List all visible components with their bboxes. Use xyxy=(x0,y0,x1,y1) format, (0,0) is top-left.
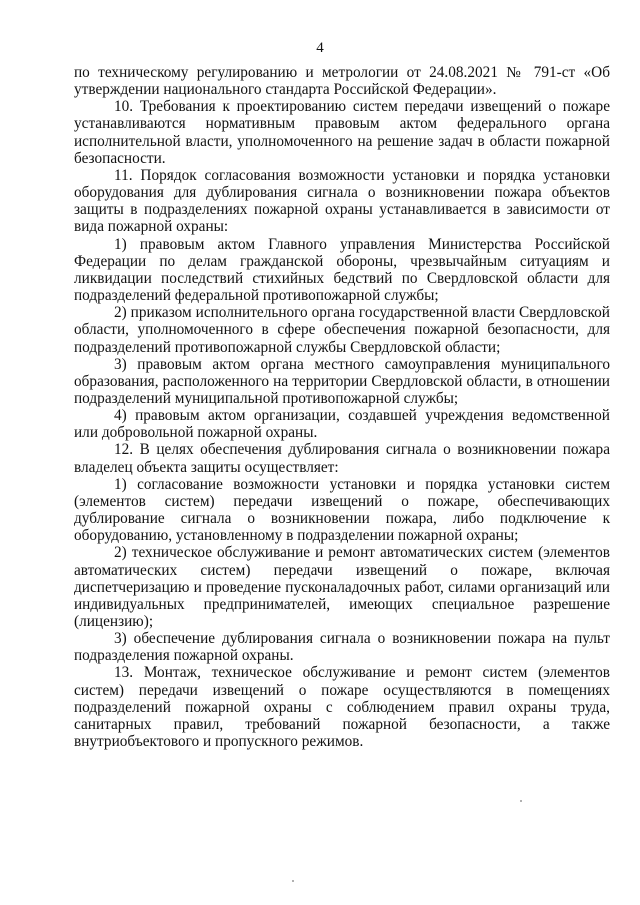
page-number: 4 xyxy=(316,40,324,56)
paragraph-12-item-1: 1) согласование возможности установки и порядка установки систем (элементов систем) передачи извещений о пожаре, обеспечивающих дублирование сигнала о возникновении пожара, либо подключение к оборудованию, установленному в подразделении пожарной охраны; xyxy=(74,475,610,545)
paragraph-12: 12. В целях обеспечения дублирования сигнала о возникновении пожара владелец объекта защиты осуществляет: xyxy=(74,441,610,476)
paragraph-10: 10. Требования к проектированию систем передачи извещений о пожаре устанавливаются нормативным правовым актом федерального органа исполнительной власти, уполномоченного на решение задач в области пожарной безопасности. xyxy=(74,98,610,167)
document-body xyxy=(74,64,610,750)
paragraph-12-item-2: 2) техническое обслуживание и ремонт автоматических систем (элементов автоматических систем) передачи извещений о пожаре, включая диспетчеризацию и проведение пусконаладочных работ, силами организаций или индивидуальных предпринимателей, имеющих специальное разрешение (лицензию); xyxy=(74,544,610,630)
paragraph-continuation: по техническому регулированию и метрологии от 24.08.2021 № 791-ст «Об утверждении национального стандарта Российской Федерации». xyxy=(74,64,610,99)
scan-speck xyxy=(292,880,294,882)
paragraph-11: 11. Порядок согласования возможности установки и порядка установки оборудования для дублирования сигнала о возникновении пожара объектов защиты в подразделениях пожарной охраны устанавливается в зависимости от вида пожарной охраны: xyxy=(74,166,610,236)
paragraph-11-item-4: 4) правовым актом организации, создавшей учреждения ведомственной или добровольной пожарной охраны. xyxy=(74,407,610,442)
scan-speck xyxy=(520,800,522,802)
paragraph-11-item-1: 1) правовым актом Главного управления Министерства Российской Федерации по делам гражданской обороны, чрезвычайным ситуациям и ликвидации последствий стихийных бедствий по Свердловской области для подразделений федеральной противопожарной службы; xyxy=(74,235,610,305)
paragraph-11-item-2: 2) приказом исполнительного органа государственной власти Свердловской области, уполномоченного в сфере обеспечения пожарной безопасности, для подразделений противопожарной службы Свердловской области; xyxy=(74,304,610,356)
paragraph-13: 13. Монтаж, техническое обслуживание и ремонт систем (элементов систем) передачи извещений о пожаре осуществляются в помещениях подразделений пожарной охраны с соблюдением правил охраны труда, санитарных правил, требований пожарной безопасности, а также внутриобъектового и пропускного режимов. xyxy=(74,664,610,751)
paragraph-11-item-3: 3) правовым актом органа местного самоуправления муниципального образования, расположенного на территории Свердловской области, в отношении подразделений муниципальной противопожарной службы; xyxy=(74,355,610,407)
paragraph-12-item-3: 3) обеспечение дублирования сигнала о возникновении пожара на пульт подразделения пожарной охраны. xyxy=(74,630,610,665)
